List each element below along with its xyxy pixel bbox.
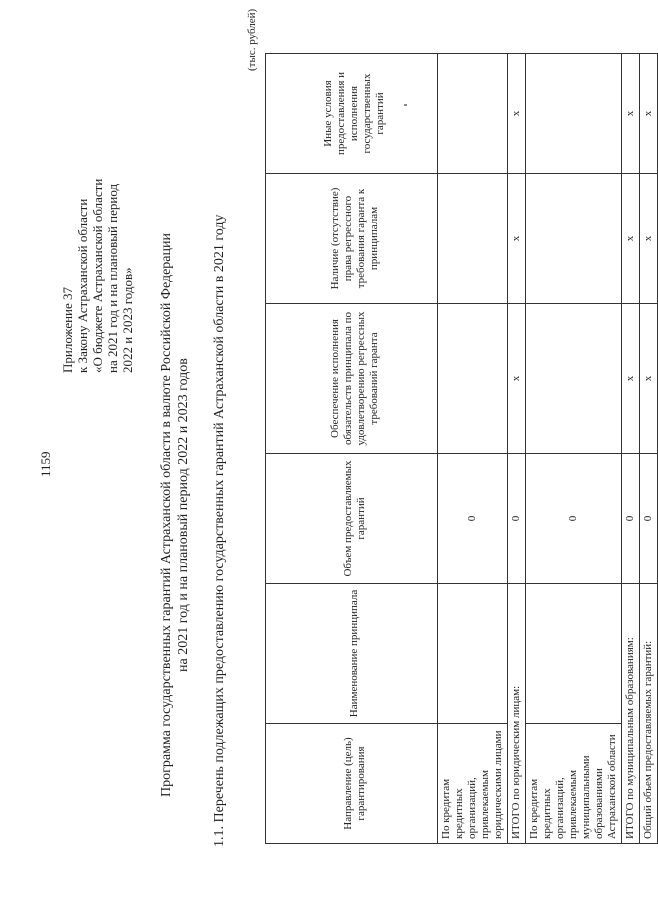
table-row xyxy=(526,54,622,844)
security-cell: x xyxy=(508,304,526,454)
appendix-line: на 2021 год и на плановый период xyxy=(105,183,120,373)
table-row-grand-total xyxy=(640,54,658,844)
volume-cell: 0 xyxy=(622,454,640,584)
volume-cell: 0 xyxy=(640,454,658,584)
scan-speck xyxy=(404,104,407,106)
principal-cell xyxy=(438,584,508,724)
other-conditions-cell: x xyxy=(622,54,640,174)
column-header: Наименование принципала xyxy=(266,584,438,724)
total-label-cell: ИТОГО по юридическим лицам: xyxy=(508,584,526,844)
table-row-total xyxy=(508,54,526,844)
table-header-row xyxy=(266,54,438,844)
column-header: Направление (цель) гарантирования xyxy=(266,724,438,844)
security-cell xyxy=(526,304,622,454)
column-header: Иные условия предоставления и исполнения государственных гарантий xyxy=(266,54,438,174)
section-title: 1.1. Перечень подлежащих предоставлению государственных гарантий Астраханской области в 2021 году xyxy=(212,214,227,847)
appendix-line: Приложение 37 xyxy=(60,286,75,373)
recourse-cell xyxy=(526,174,622,304)
column-header: Наличие (отсутствие) права регрессного требования гаранта к принципалам xyxy=(266,174,438,304)
units-text: (тыс. рублей) xyxy=(246,8,258,71)
guarantees-table xyxy=(265,53,658,844)
column-header: Объем предоставляемых гарантий xyxy=(266,454,438,584)
appendix-line: к Закону Астраханской области xyxy=(75,198,90,373)
total-label-cell: ИТОГО по муниципальным образованиям: xyxy=(622,584,640,844)
table-row xyxy=(438,54,508,844)
security-cell: x xyxy=(640,304,658,454)
appendix-line: «О бюджете Астраханской области xyxy=(90,178,105,373)
recourse-cell: x xyxy=(640,174,658,304)
security-cell: x xyxy=(622,304,640,454)
program-title-line: Программа государственных гарантий Астраханской области в валюте Российской Федерации xyxy=(159,232,174,798)
appendix-header xyxy=(60,179,135,373)
appendix-line: 2022 и 2023 годов» xyxy=(120,267,135,373)
volume-cell: 0 xyxy=(508,454,526,584)
direction-cell: По кредитам кредитных организаций, привлекаемым муниципальными образованиями Астраханской области xyxy=(526,724,622,844)
recourse-cell: x xyxy=(508,174,526,304)
security-cell xyxy=(438,304,508,454)
principal-cell xyxy=(526,584,622,724)
units-label xyxy=(246,0,258,71)
column-header: Обеспечение исполнения обязательств принципала по удовлетворению регрессных требований гаранта xyxy=(266,304,438,454)
recourse-cell: x xyxy=(622,174,640,304)
other-conditions-cell xyxy=(526,54,622,174)
recourse-cell xyxy=(438,174,508,304)
table-row-total xyxy=(622,54,640,844)
volume-cell: 0 xyxy=(526,454,622,584)
direction-cell: По кредитам кредитных организаций, привлекаемым юридическими лицами xyxy=(438,724,508,844)
volume-cell: 0 xyxy=(438,454,508,584)
total-label-cell: Общий объем предоставляемых гарантий: xyxy=(640,584,658,844)
program-title xyxy=(158,165,192,865)
other-conditions-cell: x xyxy=(640,54,658,174)
other-conditions-cell xyxy=(438,54,508,174)
program-title-line: на 2021 год и на плановый период 2022 и 2023 годов xyxy=(176,358,191,672)
other-conditions-cell: x xyxy=(508,54,526,174)
page-number: 1159 xyxy=(38,451,53,477)
